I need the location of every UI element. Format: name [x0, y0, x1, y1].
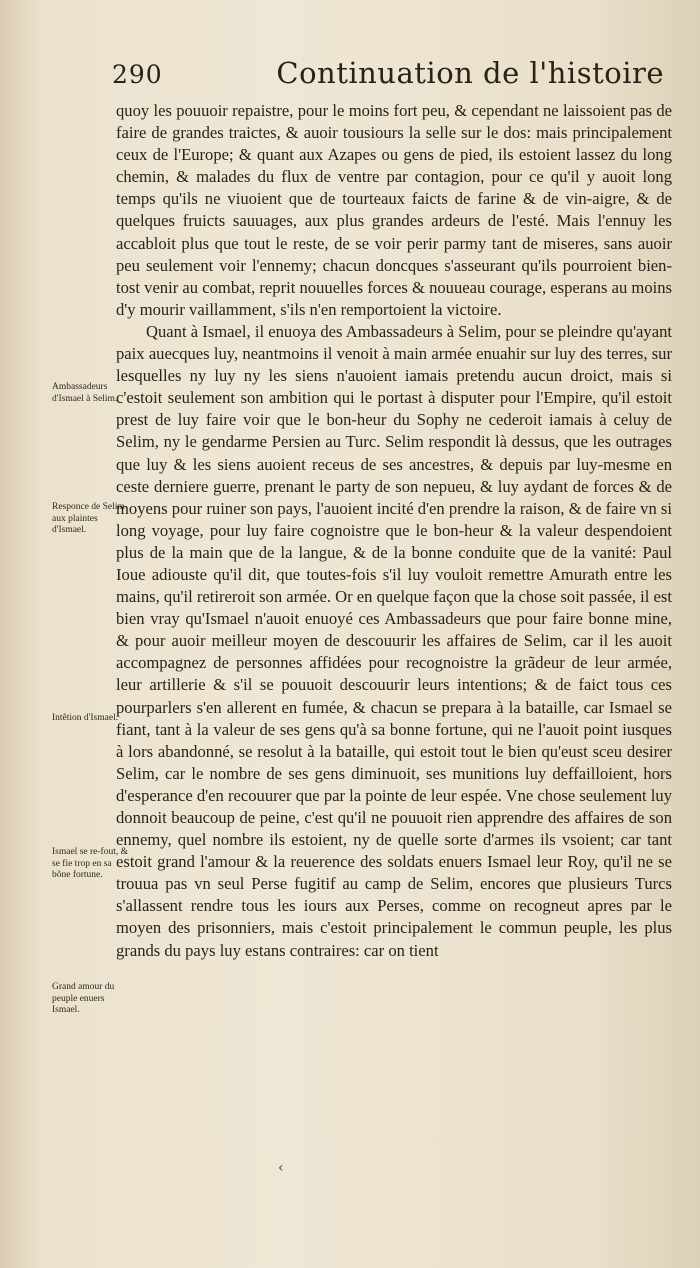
margin-note-ismael-resolves: Ismael se re-fout, & se fie trop en sa bõne fortune. — [52, 847, 128, 880]
page-header — [112, 56, 672, 96]
paragraph-2: Quant à Ismael, il enuoya des Ambassadeurs à Selim, pour se pleindre qu'ayant paix auecques luy, neantmoins il venoit à main armée enuahir sur luy des terres, sur lesquelles ny luy ny les siens n'auoient iamais pretendu aucun droict, mais si c'estoit seulement son ambition qui le portast à disputer pour l'Empire, qu'il estoit prest de luy faire voir que le bon-heur du Sophy ne cederoit iamais à celuy de Selim, ny le gendarme Persien au Turc. Selim respondit là dessus, que les outrages que luy & les siens auoient receus de ses ancestres, & depuis par luy-mesme en ceste derniere guerre, prenant le party de son nepueu, & luy aydant de forces & de moyens pour ruiner son pays, l'auoient incité d'en prendre la raison, & de faire vn si long voyage, pour luy faire cognoistre que le bon-heur & la valeur despendoient plus de la main que de la langue, & de la bonne conduite que de la vanité: Paul Ioue adiouste qu'il dit, que toutes-fois s'il luy vouloit remettre Amurath entre les mains, qu'il retireroit son armée. Or en quelque façon que la chose soit passée, il est bien vray qu'Ismael n'auoit enuoyé ces Ambassadeurs que pour faire bonne mine, & pour auoir meilleur moyen de descouurir les affaires de Selim, car il les auoit accompagnez de personnes affidées pour recognoistre la grãdeur de leur armée, leur artillerie & s'il se pouuoit descouurir leurs intentions; & de faict tous ces pourparlers s'en allerent en fumée, & chacun se prepara à la bataille, car Ismael se fiant, tant à la valeur de ses gens qu'à sa bonne fortune, qui ne l'auoit point iusques à lors abandonné, se resolut à la bataille, qui estoit tout le bien qu'eust sceu desirer Selim, car le nombre de ses gens diminuoit, ses munitions luy deffailloient, hors d'esperance d'en recouurer que par la pointe de leur espée. Vne chose seulement luy donnoit beaucoup de peine, c'est qu'il ne pouuoit rien apprendre des affaires de son ennemy, quel nombre ils estoient, ny de quelle sorte d'armes ils vsoient; car tant estoit grand l'amour & la reuerence des soldats enuers Ismael leur Roy, qu'il ne se trouua pas vn seul Perse fugitif au camp de Selim, encores que plusieurs Turcs s'allassent rendre tous les iours aux Perses, comme on recogneut apres par le moyen des prisonniers, mais c'estoit principalement le commun peuple, les plus grands du pays luy estans contraires: car on tient — [116, 321, 672, 960]
margin-note-selim-response: Responce de Selim aux plaintes d'Ismael. — [52, 502, 125, 535]
running-title: Continuation de l'histoire — [276, 56, 664, 90]
margin-note-ambassadors: Ambassadeurs d'Ismael à Selim. — [52, 382, 118, 404]
main-text-column — [116, 100, 672, 962]
paragraph-1: quoy les pouuoir repaistre, pour le moins fort peu, & cependant ne laissoient pas de faire de grandes traictes, & auoir tousiours la selle sur le dos: mais principalement ceux de l'Europe; & quant aux Azapes ou gens de pied, ils estoient lassez du long chemin, & malades du flux de ventre par contagion, pour ce qu'il y auoit long temps qu'ils ne viuoient que de tourteaux faicts de farine & de vin-aigre, & de quelques fruicts sauuages, aux plus grandes ardeurs de l'esté. Mais l'ennuy les accabloit plus que tout le reste, de se voir perir parmy tant de miseres, sans auoir peu seulement voir l'ennemy; chacun doncques s'asseurant qu'ils pourroient bien-tost venir au combat, reprit nouuelles forces & nouueau courage, esperans au moins d'y mourir vaillamment, s'ils n'en remportoient la victoire. — [116, 101, 672, 319]
margin-note-ismael-intention: Intẽtion d'Ismael. — [52, 713, 119, 723]
page-number: 290 — [112, 60, 163, 89]
margin-note-people-love: Grand amour du peuple enuers Ismael. — [52, 982, 115, 1015]
catchword-mark: ‹ — [278, 1160, 284, 1176]
